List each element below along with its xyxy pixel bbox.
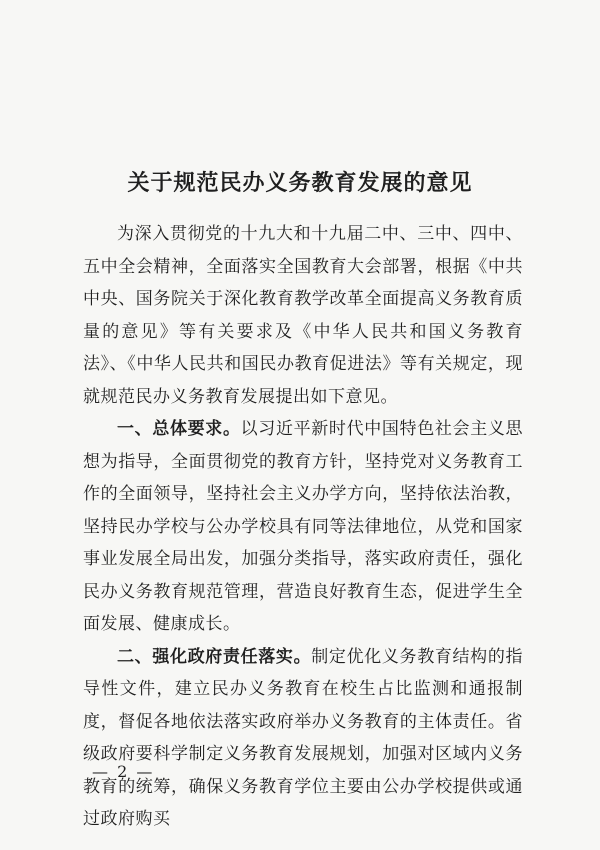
section-1-paragraph (83, 413, 523, 641)
document-body (83, 218, 523, 836)
section-2-text: 制定优化义务教育结构的指导性文件，建立民办义务教育在校生占比监测和通报制度，督促各地依法落实政府举办义务教育的主体责任。省级政府要科学制定义务教育发展规划，加强对区域内义务教育的统筹，确保义务教育学位主要由公办学校提供或通过政府购买 (83, 646, 523, 829)
section-1-text: 以习近平新时代中国特色社会主义思想为指导，全面贯彻党的教育方针，坚持党对义务教育工作的全面领导，坚持社会主义办学方向，坚持依法治教，坚持民办学校与公办学校具有同等法律地位，从党和国家事业发展全局出发，加强分类指导，落实政府责任，强化民办义务教育规范管理，营造良好教育生态，促进学生全面发展、健康成长。 (83, 419, 524, 634)
document-title: 关于规范民办义务教育发展的意见 (127, 170, 473, 196)
section-2-paragraph (83, 641, 523, 836)
section-1-heading: 一、总体要求。 (117, 419, 241, 439)
page-number: — 2 — (92, 762, 155, 781)
intro-paragraph: 为深入贯彻党的十九大和十九届二中、三中、四中、五中全会精神，全面落实全国教育大会部署，根据《中共中央、国务院关于深化教育教学改革全面提高义务教育质量的意见》等有关要求及《中华人民共和国义务教育法》、《中华人民共和国民办教育促进法》等有关规定，现就规范民办义务教育发展提出如下意见。 (83, 224, 523, 407)
section-2-heading: 二、强化政府责任落实。 (117, 646, 312, 667)
